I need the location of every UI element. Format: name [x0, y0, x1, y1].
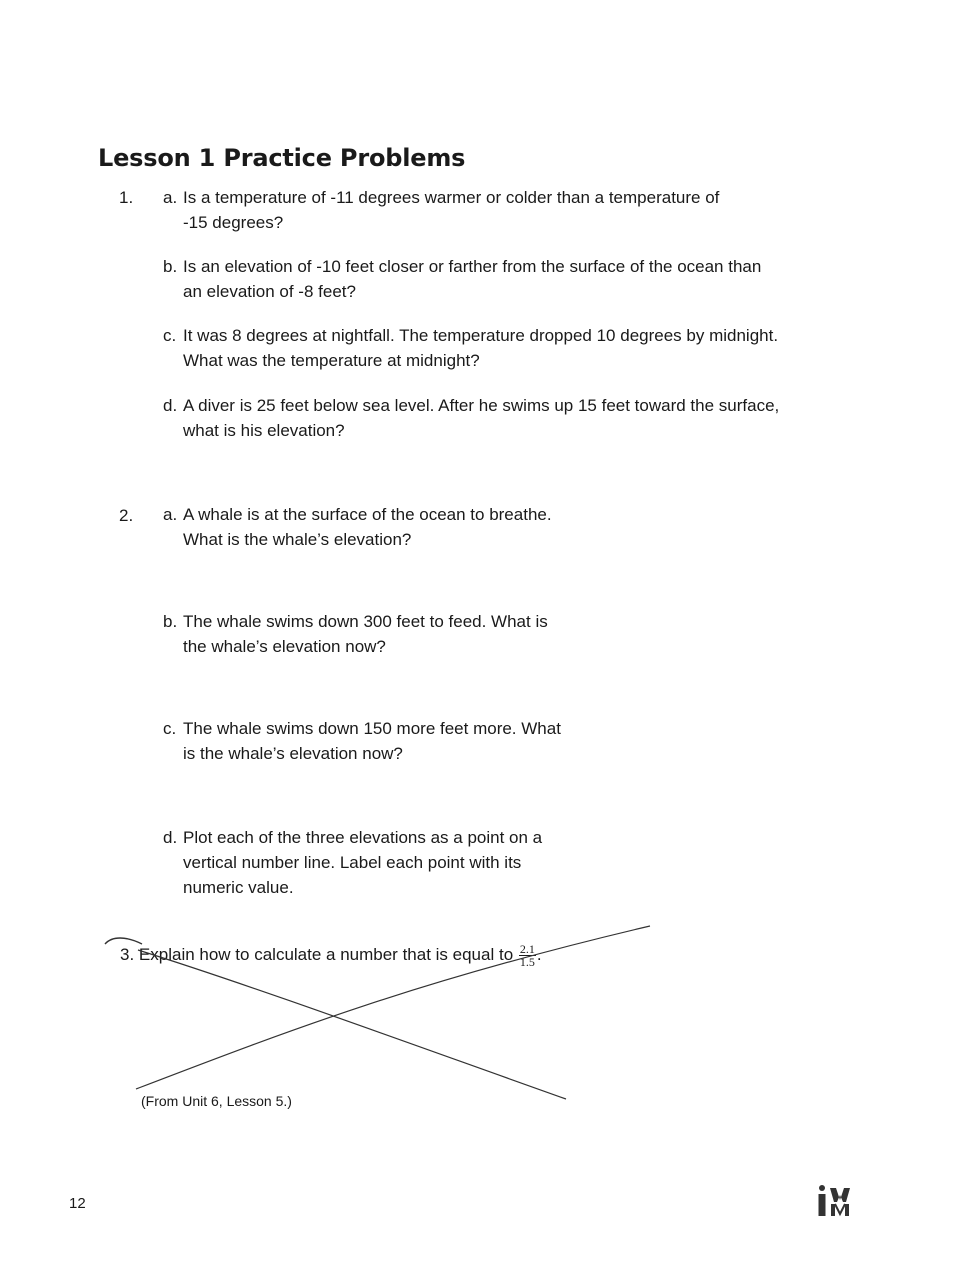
part-letter: b.	[163, 257, 178, 276]
fraction-denominator: 1.5	[519, 955, 535, 970]
page-number: 12	[69, 1195, 86, 1212]
problem-1-number: 1.	[119, 188, 134, 207]
page-title: Lesson 1 Practice Problems	[98, 144, 466, 172]
problem-2-number: 2.	[119, 506, 134, 525]
part-text-line1: A diver is 25 feet below sea level. After he swims up 15 feet toward the surface,	[183, 396, 780, 415]
part-text-line1: It was 8 degrees at nightfall. The temperature dropped 10 degrees by midnight.	[183, 326, 779, 345]
part-text-line2: what is his elevation?	[183, 421, 345, 440]
cross-out-line-descending	[138, 950, 566, 1099]
im-logo-icon	[816, 1184, 856, 1218]
part-text-line1: The whale swims down 300 feet to feed. What is	[183, 612, 548, 631]
source-note: (From Unit 6, Lesson 5.)	[141, 1093, 292, 1109]
part-text-line2: vertical number line. Label each point with its	[183, 853, 522, 872]
part-letter: d.	[163, 828, 178, 847]
pencil-curve-mark	[105, 938, 142, 944]
part-text-line2: -15 degrees?	[183, 213, 284, 232]
part-letter: a.	[163, 188, 178, 207]
part-text-line1: A whale is at the surface of the ocean to breathe.	[183, 505, 552, 524]
part-text-line2: What was the temperature at midnight?	[183, 351, 480, 370]
problem-3-end: .	[536, 945, 542, 964]
problem-3-text: Explain how to calculate a number that is equal to	[138, 945, 514, 964]
fraction-numerator: 2.1	[519, 942, 535, 957]
part-text-line2: What is the whale’s elevation?	[183, 530, 412, 549]
cross-out-line-ascending	[136, 926, 650, 1089]
part-text-line2: an elevation of -8 feet?	[183, 282, 356, 301]
part-text-line1: Is a temperature of -11 degrees warmer or colder than a temperature of	[183, 188, 720, 207]
part-text-line2: the whale’s elevation now?	[183, 637, 386, 656]
part-letter: d.	[163, 396, 178, 415]
part-text-line1: Is an elevation of -10 feet closer or farther from the surface of the ocean than	[183, 257, 762, 276]
im-logo	[816, 1184, 856, 1218]
part-text-line1: Plot each of the three elevations as a point on a	[183, 828, 543, 847]
problem-3-number: 3.	[120, 945, 135, 964]
part-text-line1: The whale swims down 150 more feet more. What	[183, 719, 561, 738]
part-text-line3: numeric value.	[183, 878, 294, 897]
part-letter: a.	[163, 505, 178, 524]
part-letter: c.	[163, 719, 177, 738]
part-letter: b.	[163, 612, 178, 631]
part-letter: c.	[163, 326, 177, 345]
part-text-line2: is the whale’s elevation now?	[183, 744, 403, 763]
